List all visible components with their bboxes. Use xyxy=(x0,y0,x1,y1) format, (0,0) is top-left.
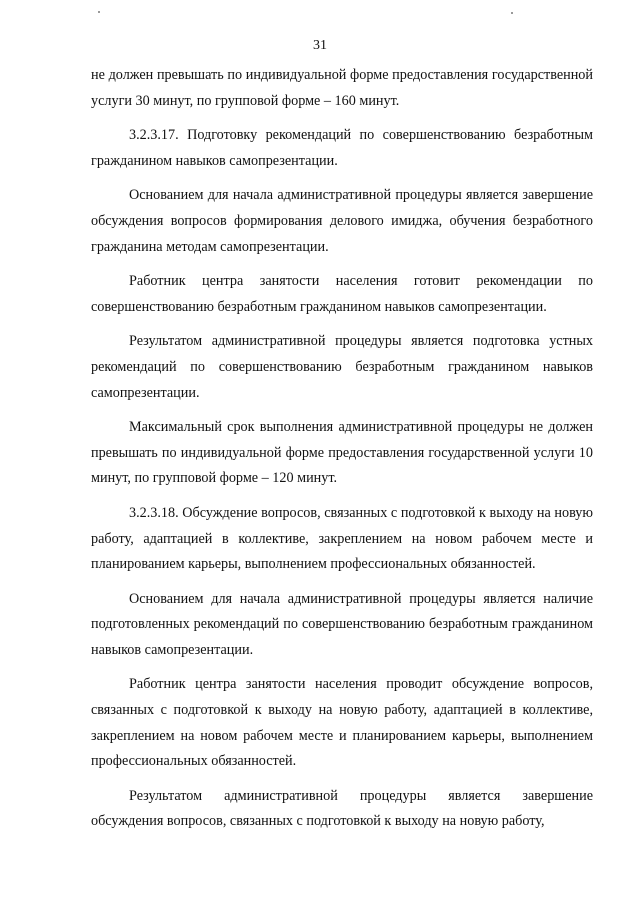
document-body xyxy=(91,63,593,844)
paragraph-worker-2: Работник центра занятости населения проводит обсуждение вопросов, связанных с подготовкой к выходу на новую работу, адаптацией в коллективе, закреплением на новом рабочем месте и планированием карьеры, выполнением профессиональных обязанностей. xyxy=(91,676,593,770)
paragraph-continuation: не должен превышать по индивидуальной форме предоставления государственной услуги 30 минут, по групповой форме – 160 минут. xyxy=(91,67,593,109)
paragraph-worker-1: Работник центра занятости населения готовит рекомендации по совершенствованию безработным гражданином навыков самопрезентации. xyxy=(91,273,593,315)
section-heading-3-2-3-17: 3.2.3.17. Подготовку рекомендаций по совершенствованию безработным гражданином навыков самопрезентации. xyxy=(91,127,593,169)
paragraph-basis-1: Основанием для начала административной процедуры является завершение обсуждения вопросов формирования делового имиджа, обучения безработного гражданина методам самопрезентации. xyxy=(91,187,593,255)
section-heading-3-2-3-18: 3.2.3.18. Обсуждение вопросов, связанных с подготовкой к выходу на новую работу, адаптацией в коллективе, закреплением на новом рабочем месте и планированием карьеры, выполнением профессиональных обязанностей. xyxy=(91,504,593,573)
paragraph-basis-2: Основанием для начала административной процедуры является наличие подготовленных рекомендаций по совершенствованию безработным гражданином навыков самопрезентации. xyxy=(91,590,593,658)
paragraph-max-time: Максимальный срок выполнения административной процедуры не должен превышать по индивидуальной форме предоставления государственной услуги 10 минут, по групповой форме – 120 минут. xyxy=(91,419,593,487)
paragraph-result-2: Результатом административной процедуры является завершение обсуждения вопросов, связанных с подготовкой к выходу на новую работу, xyxy=(91,787,593,830)
scan-dot-left xyxy=(98,11,100,13)
paragraph-result-1: Результатом административной процедуры является подготовка устных рекомендаций по совершенствованию безработным гражданином навыков самопрезентации. xyxy=(91,333,593,401)
scan-dot-right xyxy=(511,12,513,14)
page-number: 31 xyxy=(313,38,327,53)
